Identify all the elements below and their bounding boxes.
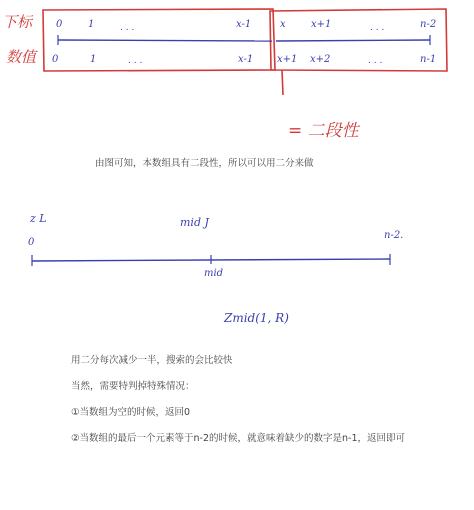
r2-right-dots: . . . xyxy=(368,56,383,66)
r2-right-xp1: x+1 xyxy=(277,54,298,65)
para-4: ②当数组的最后一个元素等于n-2的时候，就意味着缺少的数字是n-1，返回即可 xyxy=(71,433,406,444)
r1-left-1: 1 xyxy=(88,19,95,30)
r1-left-dots: . . . xyxy=(120,23,135,33)
r2-left-0: 0 xyxy=(52,54,59,65)
sketch2-end: n-2. xyxy=(384,230,404,241)
r1-right-x: x xyxy=(280,19,286,30)
sketch2-zero: 0 xyxy=(28,237,35,248)
annotation-two-segments: = 二段性 xyxy=(288,121,359,141)
sketch2-mid: mid xyxy=(204,268,224,279)
sketch2-midj: mid J xyxy=(180,216,209,229)
para-2: 当然，需要特判掉特殊情况： xyxy=(71,381,195,392)
r2-left-dots: . . . xyxy=(128,56,143,66)
label-value: 数值 xyxy=(6,48,37,66)
index-line-left xyxy=(58,40,272,41)
label-index: 下标 xyxy=(2,13,33,31)
r1-right-dots: . . . xyxy=(370,23,385,33)
para-3: ①当数组为空的时候，返回0 xyxy=(71,407,191,418)
r1-left-0: 0 xyxy=(56,19,63,30)
r2-right-xp2: x+2 xyxy=(310,54,331,65)
para-1: 用二分每次减少一半，搜索的会比较快 xyxy=(71,355,233,366)
r1-left-xm1: x-1 xyxy=(236,19,252,30)
red-connector xyxy=(282,70,283,95)
explanation-line: 由图可知，本数组具有二段性，所以可以用二分来做 xyxy=(95,158,314,169)
sketch2-bottom: Zmid(1, R) xyxy=(224,311,289,325)
r2-left-1: 1 xyxy=(90,54,97,65)
sketch2-zl: z L xyxy=(30,212,47,225)
r2-right-nm1: n-1 xyxy=(420,54,437,65)
r1-right-xp1: x+1 xyxy=(311,19,332,30)
r1-right-nm2: n-2 xyxy=(420,19,437,30)
index-line-right xyxy=(276,40,430,41)
r2-left-xm1: x-1 xyxy=(238,54,254,65)
